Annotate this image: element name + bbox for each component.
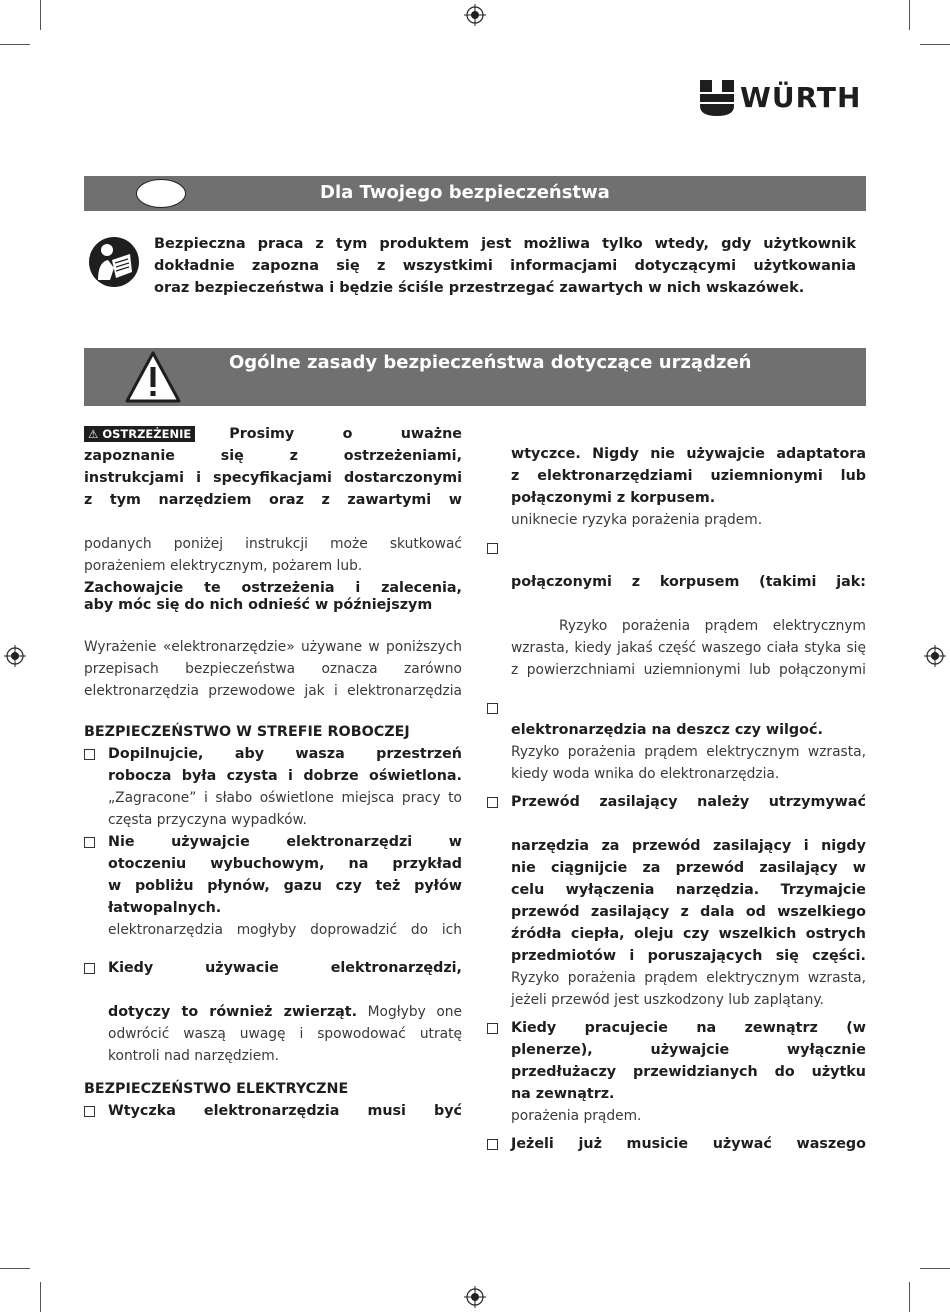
registration-mark-icon	[4, 645, 26, 667]
crop-mark	[920, 1268, 950, 1269]
section-title: Ogólne zasady bezpieczeństwa dotyczące urządzeń	[229, 352, 752, 373]
text-line: źródła ciepła, oleju czy wszelkich ostrych	[511, 926, 866, 942]
text-line: elektronarzędzia przewodowe jak i elektronarzędzia	[84, 683, 462, 699]
read-manual-icon	[88, 236, 140, 288]
text-line: „Zagracone” i słabo oświetlone miejsca pracy to	[108, 790, 462, 806]
text-line: Wyrażenie «elektronarzędzie» używane w poniższych	[84, 639, 462, 655]
text-line: przepisach bezpieczeństwa oznacza zarówno	[84, 661, 462, 677]
language-oval	[136, 179, 186, 208]
text-line: z tym narzędziem oraz z zawartymi w	[84, 492, 462, 508]
brand-logo	[700, 80, 861, 116]
warning-triangle-icon	[124, 350, 182, 404]
list-item	[84, 957, 462, 1067]
section-header	[84, 176, 866, 211]
text-line: przewód zasilający z dala od wszelkiego	[511, 904, 866, 920]
text-line: Kiedy pracujecie na zewnątrz (w	[511, 1020, 866, 1036]
section-heading: BEZPIECZEŃSTWO W STREFIE ROBOCZEJ	[84, 724, 410, 740]
registration-mark-icon	[464, 4, 486, 26]
crop-mark	[40, 1282, 41, 1312]
section-heading: BEZPIECZEŃSTWO ELEKTRYCZNE	[84, 1081, 349, 1097]
text-line: instrukcjami i specyfikacjami dostarczonymi	[84, 470, 462, 486]
intro-text	[154, 233, 856, 299]
list-item	[487, 697, 866, 785]
text-line: Przewód zasilający należy utrzymywać	[511, 794, 866, 810]
text-line: Zachowajcie te ostrzeżenia i zalecenia,	[84, 580, 462, 596]
crop-mark	[909, 1282, 910, 1312]
text-line: łatwopalnych.	[108, 900, 222, 916]
text-line: Dopilnujcie, aby wasza przestrzeń	[108, 746, 462, 762]
crop-mark	[0, 1268, 30, 1269]
text-line: przedłużaczy przewidzianych do użytku	[511, 1064, 866, 1080]
text-line: nie ciągnijcie za przewód zasilający w	[511, 860, 866, 876]
crop-mark	[40, 0, 41, 30]
checkbox-icon	[487, 1023, 498, 1034]
checkbox-icon	[84, 749, 95, 760]
text-line: na zewnątrz.	[511, 1086, 615, 1102]
text-line: dotyczy to również zwierząt. Mogłyby one	[108, 1004, 462, 1020]
list-item	[84, 831, 462, 941]
text-line: porażenia prądem.	[511, 1108, 642, 1124]
list-item	[84, 1100, 462, 1122]
text-line: Prosimy o uważne	[229, 426, 462, 442]
crop-mark	[909, 0, 910, 30]
text-line: zapoznanie się z ostrzeżeniami,	[84, 448, 462, 464]
list-item	[487, 1017, 866, 1127]
text-line: Kiedy używacie elektronarzędzi,	[108, 960, 462, 976]
text-line: plenerze), używajcie wyłącznie	[511, 1042, 866, 1058]
registration-mark-icon	[924, 645, 946, 667]
text-line: robocza była czysta i dobrze oświetlona.	[108, 768, 462, 784]
checkbox-icon	[84, 963, 95, 974]
text-line: elektronarzędzia mogłyby doprowadzić do ich	[108, 922, 462, 938]
text-line: otoczeniu wybuchowym, na przykład	[108, 856, 462, 872]
text-line: z elektronarzędziami uziemnionymi lub	[511, 468, 866, 484]
text-line: częsta przyczyna wypadków.	[108, 812, 307, 828]
text-line: w pobliżu płynów, gazu czy też pyłów	[108, 878, 462, 894]
list-item	[487, 537, 866, 681]
text-line: dokładnie zapozna się z wszystkimi informacjami dotyczącymi użytkowania	[154, 258, 856, 274]
text-line: Bezpieczna praca z tym produktem jest możliwa tylko wtedy, gdy użytkownik	[154, 236, 856, 252]
section-title: Dla Twojego bezpieczeństwa	[320, 182, 610, 203]
crop-mark	[920, 44, 950, 45]
text-line: kiedy woda wnika do elektronarzędzia.	[511, 766, 780, 782]
text-line: porażeniem elektrycznym, pożarem lub.	[84, 558, 363, 574]
text-line: wtyczce. Nigdy nie używajcie adaptatora	[511, 446, 866, 462]
text-line: przedmiotów i poruszających się części.	[511, 948, 866, 964]
wurth-logo-icon	[700, 80, 734, 116]
checkbox-icon	[487, 797, 498, 808]
checkbox-icon	[487, 703, 498, 714]
text-line: Ryzyko porażenia prądem elektrycznym	[559, 618, 866, 634]
text-line: celu wyłączenia narzędzia. Trzymajcie	[511, 882, 866, 898]
checkbox-icon	[487, 543, 498, 554]
text-line: Wtyczka elektronarzędzia musi być	[108, 1103, 462, 1119]
text-line: Ryzyko porażenia prądem elektrycznym wzrasta,	[511, 744, 866, 760]
list-item	[84, 743, 462, 831]
text-line: elektronarzędzia na deszcz czy wilgoć.	[511, 722, 823, 738]
text-line: Jeżeli już musicie używać waszego	[511, 1136, 866, 1152]
text-line: z powierzchniami uziemnionymi lub połączonymi	[511, 662, 866, 678]
text-line: wzrasta, kiedy jakaś część waszego ciała styka się	[511, 640, 866, 656]
checkbox-icon	[84, 837, 95, 848]
text-line: kontroli nad narzędziem.	[108, 1048, 280, 1064]
checkbox-icon	[84, 1106, 95, 1117]
brand-name: WÜRTH	[740, 81, 862, 114]
section-header	[84, 348, 866, 406]
text-line: połączonymi z korpusem.	[511, 490, 716, 506]
right-column	[487, 443, 866, 1155]
registration-mark-icon	[464, 1286, 486, 1308]
checkbox-icon	[487, 1139, 498, 1150]
left-column	[84, 423, 462, 1122]
text-line: oraz bezpieczeństwa i będzie ściśle przestrzegać zawartych w nich wskazówek.	[154, 280, 805, 296]
text-line: narzędzia za przewód zasilający i nigdy	[511, 838, 866, 854]
text-line: Ryzyko porażenia prądem elektrycznym wzrasta,	[511, 970, 866, 986]
list-item	[487, 1133, 866, 1155]
text-line: odwrócić waszą uwagę i spowodować utratę	[108, 1026, 462, 1042]
text-line: podanych poniżej instrukcji może skutkować	[84, 536, 462, 552]
crop-mark	[0, 44, 30, 45]
warning-label: ⚠ OSTRZEŻENIE	[84, 426, 195, 442]
text-line: uniknecie ryzyka porażenia prądem.	[511, 512, 763, 528]
text-line: Nie używajcie elektronarzędzi w	[108, 834, 462, 850]
text-line: połączonymi z korpusem (takimi jak:	[511, 574, 866, 590]
list-item	[487, 791, 866, 1011]
text-line: aby móc się do nich odnieść w późniejszym	[84, 597, 433, 613]
text-line: jeżeli przewód jest uszkodzony lub zaplątany.	[511, 992, 824, 1008]
list-item	[487, 443, 866, 531]
warning-paragraph	[84, 423, 462, 445]
